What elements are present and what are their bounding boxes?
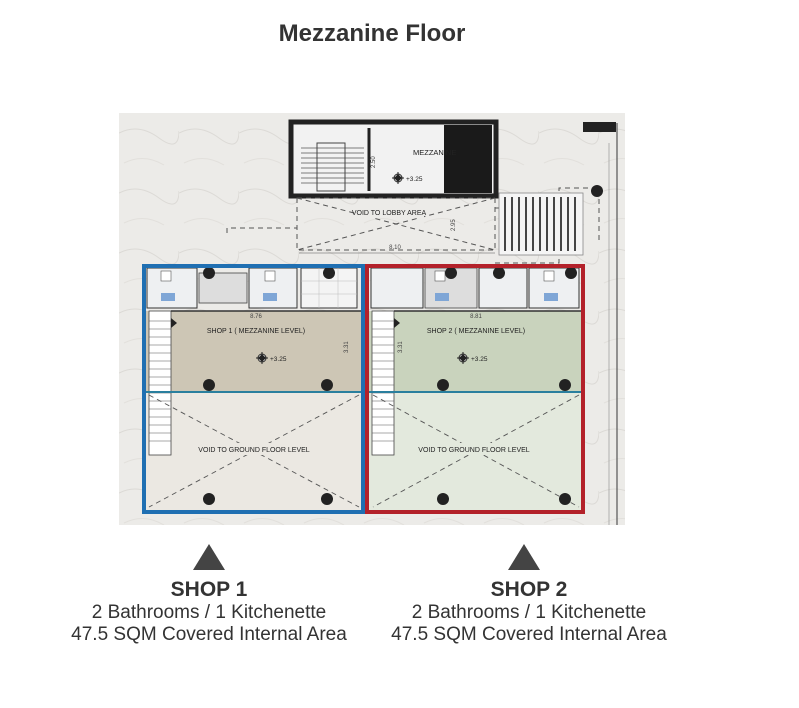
shop1-plan [144,266,363,512]
shop1-name: SHOP 1 [170,578,248,601]
void-lobby-dim: 8.10 [389,245,401,251]
shop1-level: +3.25 [270,356,287,363]
shop2-level: +3.25 [471,356,488,363]
shop1-mezzanine-label: SHOP 1 ( MEZZANINE LEVEL) [206,328,306,335]
shop1-arrow-icon [193,544,225,570]
shop1-facilities: 2 Bathrooms / 1 Kitchenette [91,602,327,623]
shop1-width-dim: 8.76 [250,314,262,320]
column-marker [591,185,603,197]
shop1-void-label: VOID TO GROUND FLOOR LEVEL [198,447,310,454]
shop1-area: 47.5 SQM Covered Internal Area [71,624,347,645]
shop2-width-dim: 8.81 [470,314,482,320]
shop2-depth-dim: 3.31 [398,341,404,353]
mezzanine-level: +3.25 [406,176,423,183]
floor-plan-drawing [119,113,625,525]
shop2-name: SHOP 2 [490,578,568,601]
mezzanine-label: MEZZANINE [413,148,457,157]
mezzanine-dim: 2.50 [371,156,377,168]
shop2-plan [367,266,583,512]
void-lobby-label: VOID TO LOBBY AREA [351,210,427,217]
shop2-caption [359,578,699,646]
void-lobby-side-dim: 2.95 [451,219,457,231]
shop2-arrow-icon [508,544,540,570]
shop1-caption [35,578,383,646]
page-title: Mezzanine Floor [278,20,466,47]
louvre-block [499,193,583,255]
shop2-area: 47.5 SQM Covered Internal Area [391,624,667,645]
shop2-facilities: 2 Bathrooms / 1 Kitchenette [411,602,647,623]
shop1-depth-dim: 3.31 [344,341,350,353]
shop2-mezzanine-label: SHOP 2 ( MEZZANINE LEVEL) [426,328,526,335]
floor-plan [119,113,625,525]
shop2-void-label: VOID TO GROUND FLOOR LEVEL [418,447,530,454]
